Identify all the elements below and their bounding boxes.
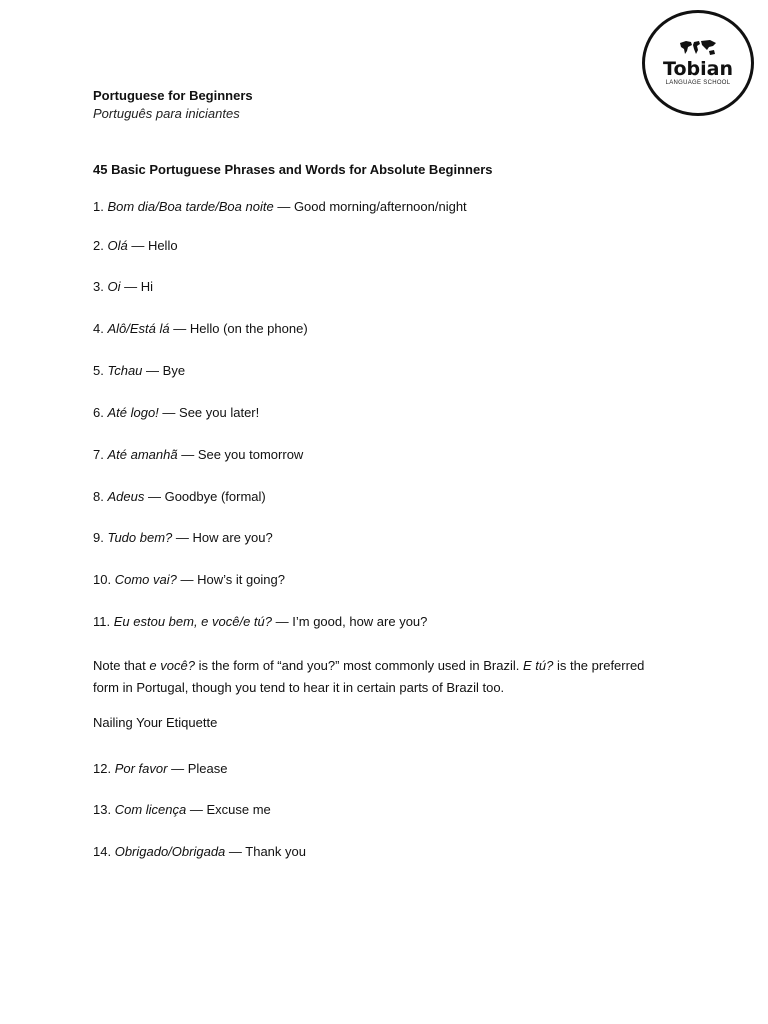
- note-text: is the preferred form in Portugal, though you tend to hear it in certain parts of Brazil too.: [93, 658, 645, 695]
- note-phrase: e você?: [149, 658, 195, 673]
- item-english: — Hello: [131, 238, 178, 253]
- document-header: [93, 87, 653, 179]
- item-number: 11.: [93, 614, 111, 629]
- item-english: — How’s it going?: [180, 572, 286, 587]
- list-item: [93, 571, 285, 589]
- item-english: — Hi: [124, 279, 153, 294]
- item-english: — Goodbye (formal): [147, 489, 266, 504]
- document-subtitle: Português para iniciantes: [93, 106, 240, 121]
- item-portuguese: Tudo bem?: [107, 530, 173, 545]
- item-number: 12.: [93, 761, 112, 776]
- item-number: 13.: [93, 802, 112, 817]
- list-item: [93, 801, 271, 819]
- item-number: 1.: [93, 199, 104, 214]
- item-portuguese: Alô/Está lá: [107, 321, 170, 336]
- item-portuguese: Adeus: [107, 489, 145, 504]
- item-number: 8.: [93, 489, 104, 504]
- world-map-icon: [678, 39, 718, 57]
- item-english: — Good morning/afternoon/night: [277, 199, 467, 214]
- document-title: Portuguese for Beginners: [93, 88, 253, 103]
- item-portuguese: Eu estou bem, e você/e tú?: [113, 614, 273, 629]
- note-text: Note that: [93, 658, 146, 673]
- list-item: [93, 613, 427, 631]
- item-portuguese: Com licença: [114, 802, 187, 817]
- item-english: — Thank you: [228, 844, 306, 859]
- item-english: — Please: [171, 761, 228, 776]
- usage-note: [93, 655, 653, 699]
- list-item: [93, 362, 185, 380]
- item-number: 6.: [93, 405, 104, 420]
- item-english: — How are you?: [175, 530, 273, 545]
- item-number: 10.: [93, 572, 112, 587]
- item-number: 3.: [93, 279, 104, 294]
- item-english: — See you tomorrow: [181, 447, 304, 462]
- item-portuguese: Como vai?: [114, 572, 177, 587]
- list-item: [93, 278, 153, 296]
- item-english: — Excuse me: [189, 802, 271, 817]
- item-portuguese: Olá: [107, 238, 128, 253]
- tobian-logo: [642, 10, 754, 116]
- item-number: 9.: [93, 530, 104, 545]
- list-item: [93, 404, 259, 422]
- item-portuguese: Oi: [107, 279, 121, 294]
- item-portuguese: Tchau: [107, 363, 143, 378]
- item-portuguese: Por favor: [114, 761, 168, 776]
- item-english: — Hello (on the phone): [173, 321, 308, 336]
- list-item: [93, 529, 273, 547]
- item-number: 4.: [93, 321, 104, 336]
- item-portuguese: Obrigado/Obrigada: [114, 844, 226, 859]
- list-item: [93, 237, 178, 255]
- item-number: 2.: [93, 238, 104, 253]
- logo-name: Tobian: [663, 58, 733, 80]
- list-item: [93, 320, 308, 338]
- list-item: [93, 446, 303, 464]
- item-number: 14.: [93, 844, 112, 859]
- list-item: [93, 843, 306, 861]
- section-heading: 45 Basic Portuguese Phrases and Words for Absolute Beginners: [93, 162, 493, 177]
- list-item: [93, 198, 467, 216]
- section-title: Nailing Your Etiquette: [93, 715, 218, 730]
- list-item: [93, 488, 266, 506]
- item-number: 7.: [93, 447, 104, 462]
- item-english: — I’m good, how are you?: [275, 614, 428, 629]
- list-item: [93, 760, 227, 778]
- item-number: 5.: [93, 363, 104, 378]
- item-english: — Bye: [146, 363, 186, 378]
- item-english: — See you later!: [162, 405, 260, 420]
- logo-subtitle: LANGUAGE SCHOOL: [665, 80, 731, 86]
- item-portuguese: Até logo!: [107, 405, 159, 420]
- note-phrase: E tú?: [522, 658, 554, 673]
- item-portuguese: Até amanhã: [107, 447, 178, 462]
- item-portuguese: Bom dia/Boa tarde/Boa noite: [107, 199, 274, 214]
- note-text: is the form of “and you?” most commonly used in Brazil.: [198, 658, 520, 673]
